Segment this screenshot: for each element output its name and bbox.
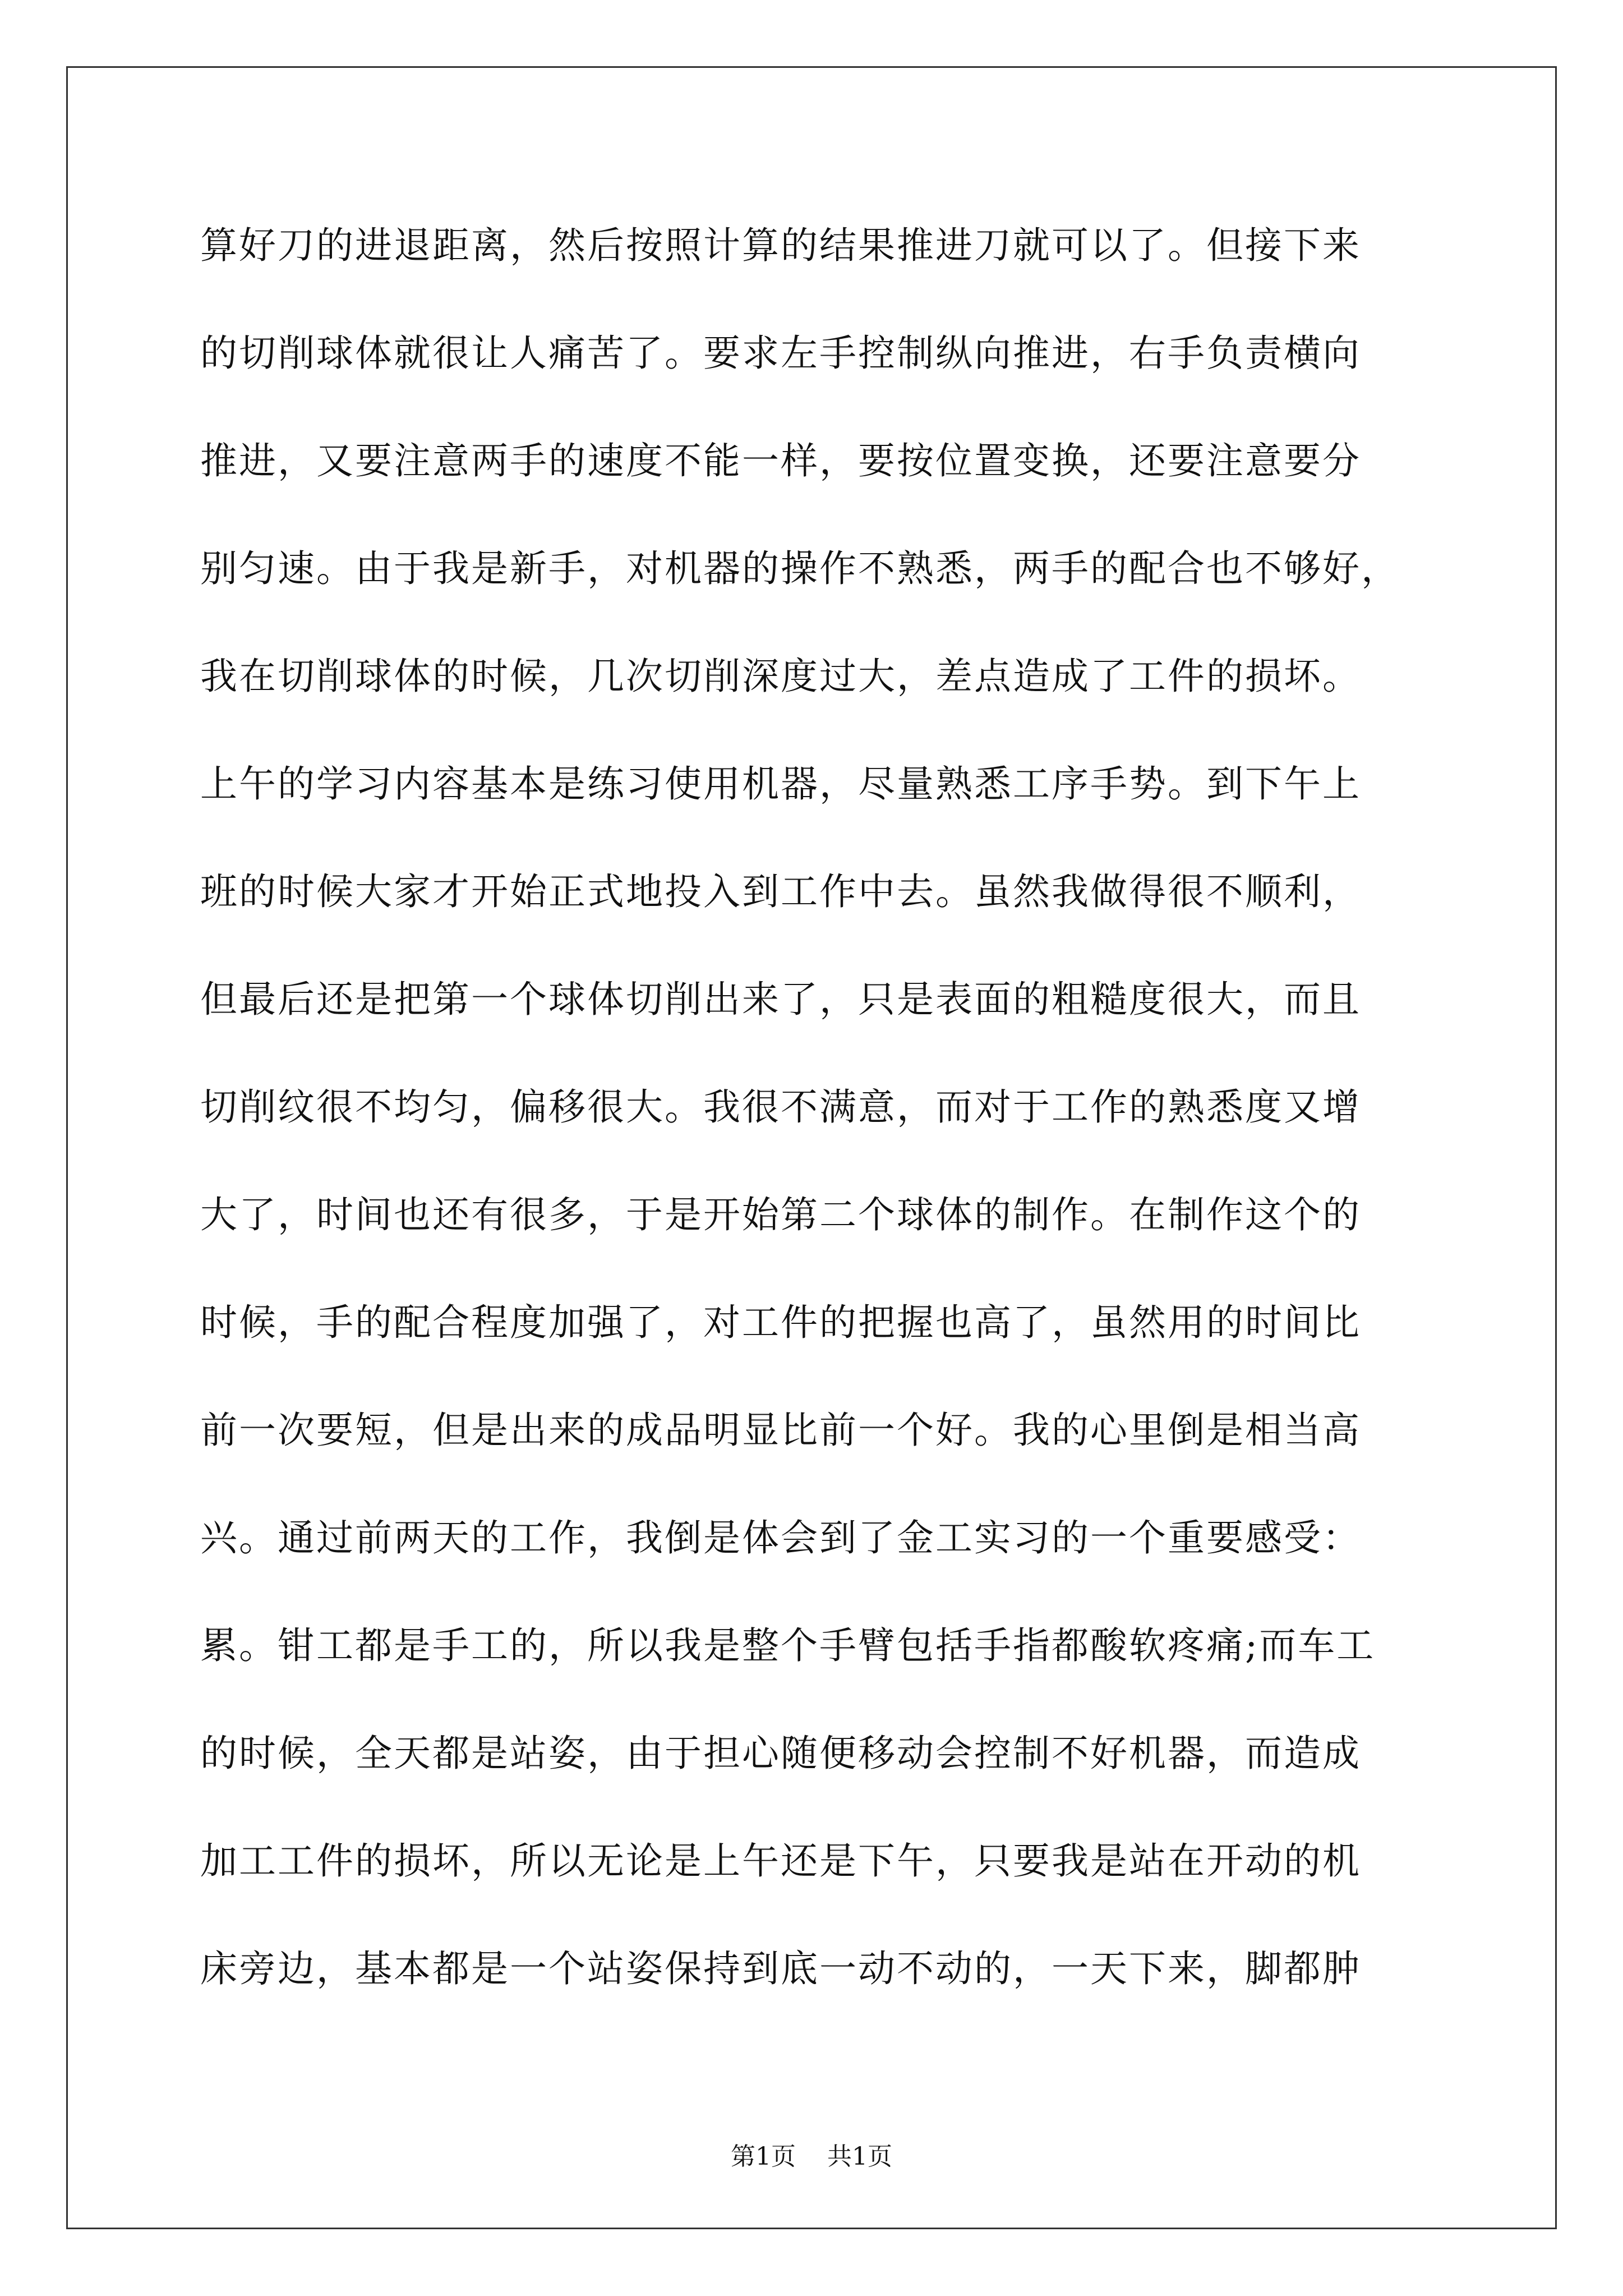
page-footer [0, 2140, 1623, 2174]
text-line: 推进，又要注意两手的速度不能一样，要按位置变换，还要注意要分 [200, 439, 1361, 482]
text-line: 上午的学习内容基本是练习使用机器，尽量熟悉工序手势。到下午上 [200, 762, 1361, 806]
text-line: 我在切削球体的时候，几次切削深度过大，差点造成了工件的损坏。 [200, 655, 1361, 698]
text-line: 的切削球体就很让人痛苦了。要求左手控制纵向推进，右手负责横向 [200, 332, 1361, 375]
text-line: 兴。通过前两天的工作，我倒是体会到了金工实习的一个重要感受： [200, 1516, 1361, 1559]
text-line: 别匀速。由于我是新手，对机器的操作不熟悉，两手的配合也不够好， [200, 547, 1400, 590]
text-line: 但最后还是把第一个球体切削出来了，只是表面的粗糙度很大，而且 [200, 978, 1361, 1021]
text-line: 切削纹很不均匀，偏移很大。我很不满意，而对于工作的熟悉度又增 [200, 1085, 1361, 1129]
page-number-current: 第1页 [731, 2142, 796, 2171]
text-line: 前一次要短，但是出来的成品明显比前一个好。我的心里倒是相当高 [200, 1409, 1361, 1452]
text-line: 时候，手的配合程度加强了，对工件的把握也高了，虽然用的时间比 [200, 1301, 1361, 1344]
text-line: 的时候，全天都是站姿，由于担心随便移动会控制不好机器，而造成 [200, 1732, 1361, 1775]
text-line: 床旁边，基本都是一个站姿保持到底一动不动的，一天下来，脚都肿 [200, 1947, 1361, 1990]
text-line: 班的时候大家才开始正式地投入到工作中去。虽然我做得很不顺利， [200, 870, 1361, 913]
text-line: 大了，时间也还有很多，于是开始第二个球体的制作。在制作这个的 [200, 1193, 1361, 1236]
text-line: 累。钳工都是手工的，所以我是整个手臂包括手指都酸软疼痛;而车工 [200, 1624, 1376, 1667]
body-text [200, 214, 1428, 2045]
text-line: 加工工件的损坏，所以无论是上午还是下午，只要我是站在开动的机 [200, 1839, 1361, 1883]
text-line: 算好刀的进退距离，然后按照计算的结果推进刀就可以了。但接下来 [200, 224, 1361, 267]
page-number-total: 共1页 [827, 2142, 892, 2171]
